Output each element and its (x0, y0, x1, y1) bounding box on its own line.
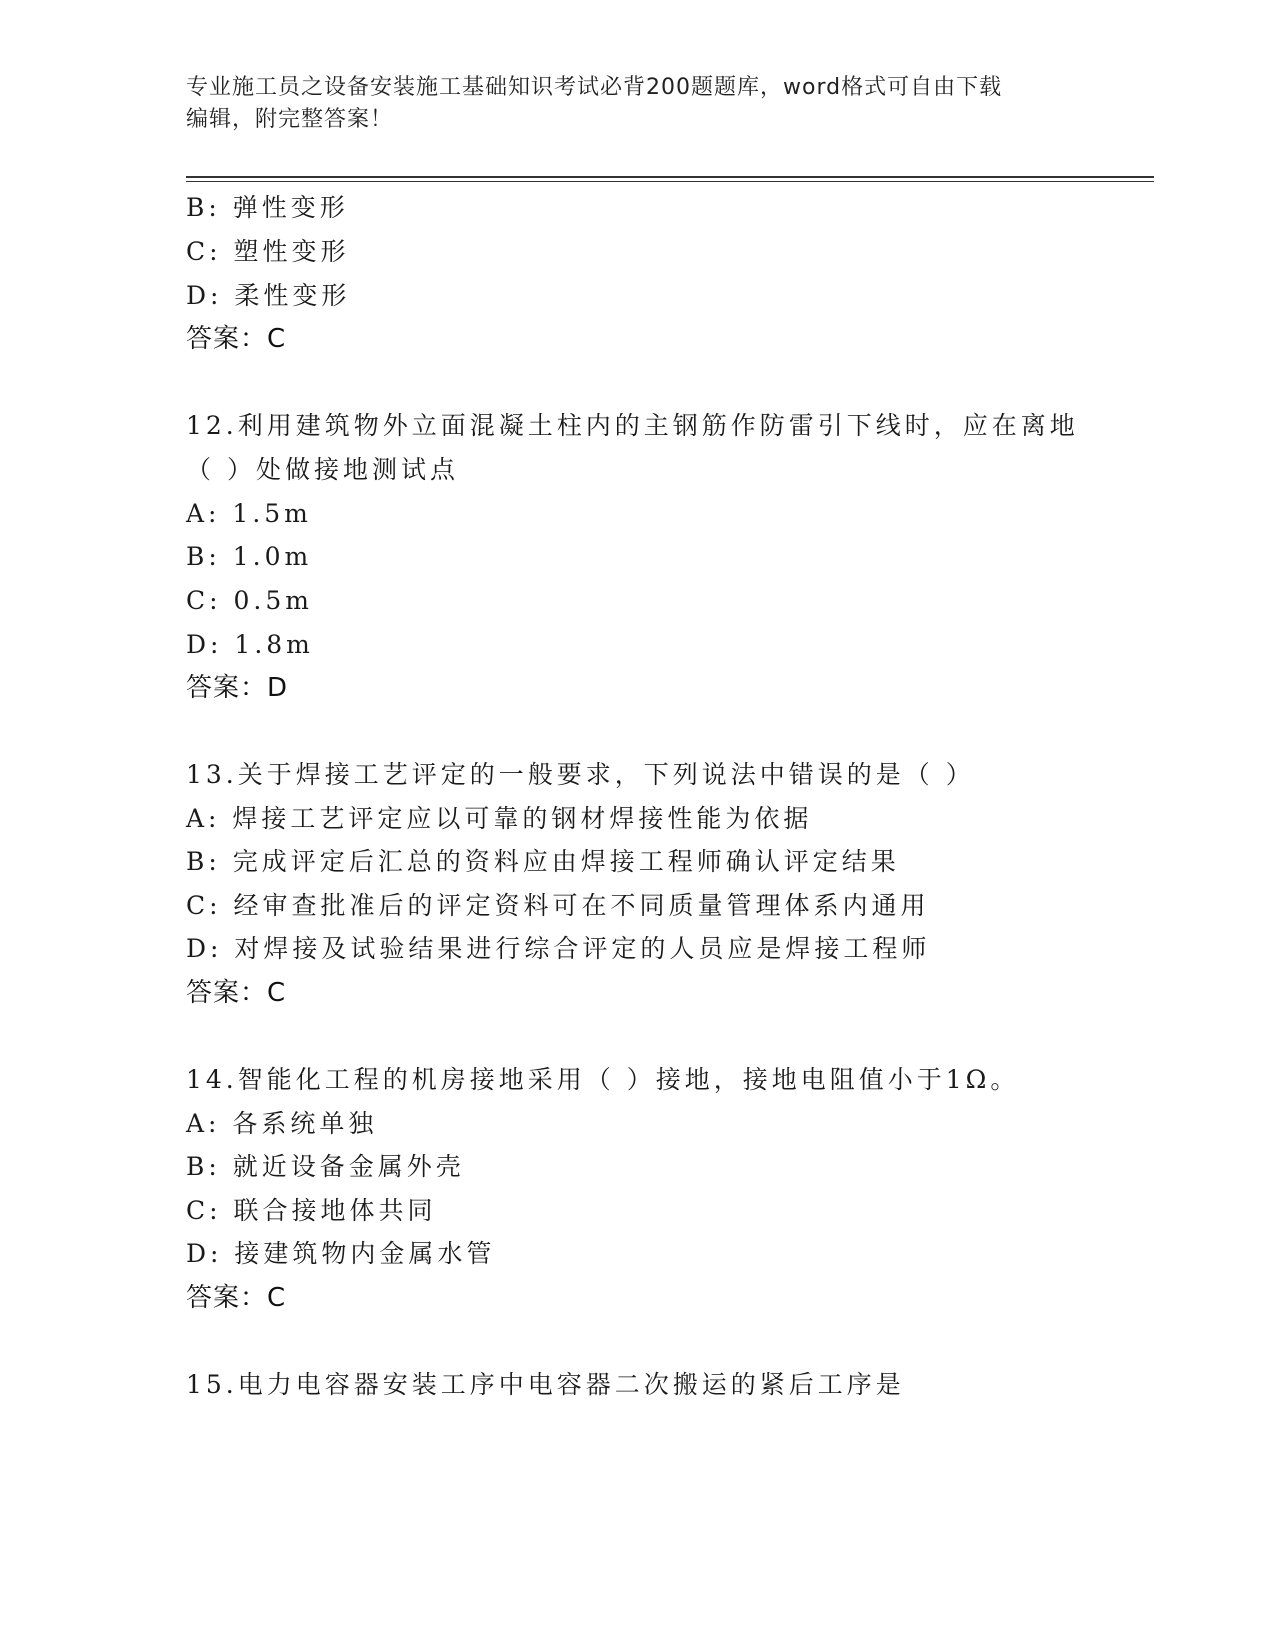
q15-stem: 15.电力电容器安装工序中电容器二次搬运的紧后工序是 (186, 1370, 905, 1399)
header-title-line-2: 编辑，附完整答案！ (186, 107, 394, 132)
document-header (186, 72, 1066, 136)
header-title-line-1: 专业施工员之设备安装施工基础知识考试必背200题题库，word格式可自由下载 (186, 75, 1003, 100)
q12-option-c: C: 0.5m (186, 586, 313, 615)
q14-answer: 答案：C (186, 1283, 287, 1313)
q13-stem: 13.关于焊接工艺评定的一般要求，下列说法中错误的是（ ） (186, 760, 975, 789)
q14-stem: 14.智能化工程的机房接地采用（ ）接地，接地电阻值小于1Ω。 (186, 1065, 1020, 1094)
q14-option-b: B: 就近设备金属外壳 (186, 1152, 465, 1181)
q12-answer: 答案：D (186, 673, 289, 703)
q11-option-d: D: 柔性变形 (186, 281, 351, 310)
q12-stem-line-1: 12.利用建筑物外立面混凝土柱内的主钢筋作防雷引下线时，应在离地 (186, 411, 1079, 440)
q13-answer: 答案：C (186, 978, 287, 1008)
q14-option-a: A: 各系统单独 (186, 1109, 378, 1138)
q13-option-c: C: 经审查批准后的评定资料可在不同质量管理体系内通用 (186, 891, 930, 920)
q12-option-b: B: 1.0m (186, 542, 313, 571)
q12-stem-line-2: （ ）处做接地测试点 (186, 455, 459, 484)
q11-answer: 答案：C (186, 324, 287, 354)
q12-option-d: D: 1.8m (186, 630, 314, 659)
q14-option-c: C: 联合接地体共同 (186, 1196, 437, 1225)
q13-option-d: D: 对焊接及试验结果进行综合评定的人员应是焊接工程师 (186, 934, 931, 963)
q13-option-a: A: 焊接工艺评定应以可靠的钢材焊接性能为依据 (186, 804, 813, 833)
header-rule-thick (186, 176, 1154, 178)
q14-option-d: D: 接建筑物内金属水管 (186, 1239, 496, 1268)
header-rule-thin (186, 181, 1154, 182)
q11-option-c: C: 塑性变形 (186, 237, 350, 266)
q13-option-b: B: 完成评定后汇总的资料应由焊接工程师确认评定结果 (186, 847, 900, 876)
q11-option-b: B: 弹性变形 (186, 193, 349, 222)
q12-option-a: A: 1.5m (186, 499, 312, 528)
